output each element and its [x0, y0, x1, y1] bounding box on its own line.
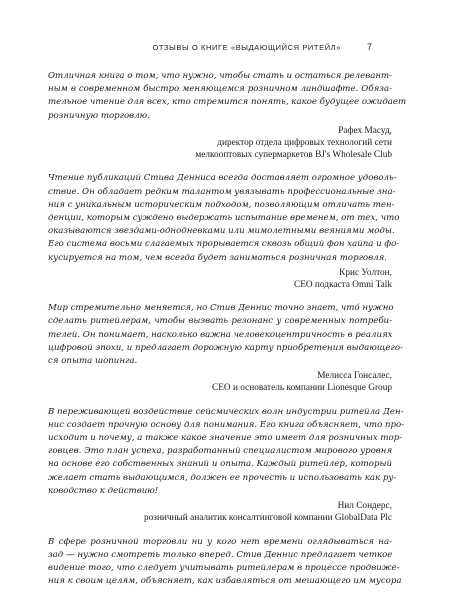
quote-line: ния к своим целям, объясняет, как избавляться от мешающего им мусора: [48, 576, 402, 587]
attribution-role: CEO подкаста Omni Talk: [294, 280, 392, 291]
reviews-content: [48, 70, 407, 599]
running-header-title: ОТЗЫВЫ О КНИГЕ «ВЫДАЮЩИЙСЯ РИТЕЙЛ»: [152, 43, 341, 52]
review-attribution: [48, 500, 392, 524]
quote-line: ным в современном быстро меняющемся розничном ландшафте. Обяза-: [48, 84, 392, 95]
review-1: [48, 70, 407, 161]
attribution-name: Нил Сондерс,: [337, 501, 392, 512]
quote-line: на основе его собственных знаний и опыта. Каждый ритейлер, который: [48, 459, 392, 470]
quote-line: желает стать выдающимся, должен ее прочесть и использовать как ру-: [48, 472, 397, 483]
quote-line: говцев. Это план успеха, разработанный специалистом мирового уровня: [48, 446, 393, 457]
quote-line: Его система восьми слагаемых прорывается сквозь общий фон хайпа и фо-: [48, 239, 400, 250]
review-3: [48, 302, 403, 394]
review-quote: [48, 172, 400, 264]
review-2: [48, 172, 400, 291]
attribution-role: директор отдела цифровых технологий сети: [217, 138, 392, 149]
review-attribution: [48, 370, 392, 394]
quote-line: сделать ритейлерам, чтобы вызвать резонанс у современных потреби-: [48, 316, 392, 327]
review-quote: [48, 536, 402, 589]
review-quote: [48, 406, 405, 498]
quote-line: исходит и почему, а также какое значение это имеет для розничных тор-: [48, 433, 403, 444]
quote-line: оказываются звездами-однодневками или мимолетными веяниями моды.: [48, 226, 395, 237]
quote-line: денции, которым суждено выдержать испытание временем, от тех, что: [48, 213, 400, 224]
quote-line: зад — нужно смотреть только вперед. Стив Деннис предлагает четкое: [48, 549, 393, 560]
quote-line: цифровой эпохи, и предлагает дорожную карту приобретения выдающего-: [48, 342, 403, 353]
review-quote: [48, 302, 403, 368]
quote-line: видение того, что следует учитывать ритейлерам в процессе продвиже-: [48, 562, 400, 573]
quote-line: В переживающей воздействие сейсмических волн индустрии ритейла Ден-: [48, 406, 404, 417]
attribution-role: мелкооптовых супермаркетов BJ's Wholesale Club: [195, 150, 392, 161]
attribution-name: Рафех Масуд,: [338, 125, 392, 136]
running-header: [48, 42, 372, 52]
quote-line: нис создает прочную основу для понимания. Его книга объясняет, что про-: [48, 419, 405, 430]
quote-line: ся опыта шопинга.: [48, 356, 138, 367]
quote-line: ствие. Он обладает редким талантом увязывать профессиональные зна-: [48, 186, 396, 197]
attribution-role: розничный аналитик консалтинговой компании GlobalData Plc: [143, 513, 392, 524]
attribution-name: Мелисса Гонсалес,: [317, 371, 392, 382]
page-number: 7: [366, 42, 372, 52]
quote-line: телей. Он понимает, насколько важна человекоцентричность в реалиях: [48, 329, 393, 340]
quote-line: В сфере розничной торговли ни у кого нет времени оглядываться на-: [48, 536, 392, 547]
quote-line: ния с уникальным историческим подходом, позволяющим отличать тен-: [48, 199, 395, 210]
quote-line: ководство к действию!: [48, 485, 159, 496]
quote-line: Мир стремительно меняется, но Стив Деннис точно знает, что́ нужно: [48, 303, 394, 314]
attribution-role: CEO и основатель компании Lionesque Group: [212, 383, 392, 394]
review-attribution: [48, 267, 392, 291]
attribution-name: Крис Уолтон,: [339, 267, 392, 278]
quote-line: Отличная книга о том, что нужно, чтобы стать и остаться релевант-: [48, 71, 393, 81]
quote-line: тельное чтение для всех, кто стремится понять, какое будущее ожидает: [48, 97, 407, 108]
quote-line: кусируется на том, чем всегда будет заниматься розничная торговля.: [48, 252, 387, 263]
review-5: [48, 536, 402, 589]
quote-line: Чтение публикаций Стива Денниса всегда доставляет огромное удоволь-: [48, 173, 397, 184]
review-4: [48, 406, 405, 525]
review-quote: [48, 70, 407, 123]
quote-line: розничную торговлю.: [48, 110, 150, 121]
review-attribution: [48, 125, 392, 162]
